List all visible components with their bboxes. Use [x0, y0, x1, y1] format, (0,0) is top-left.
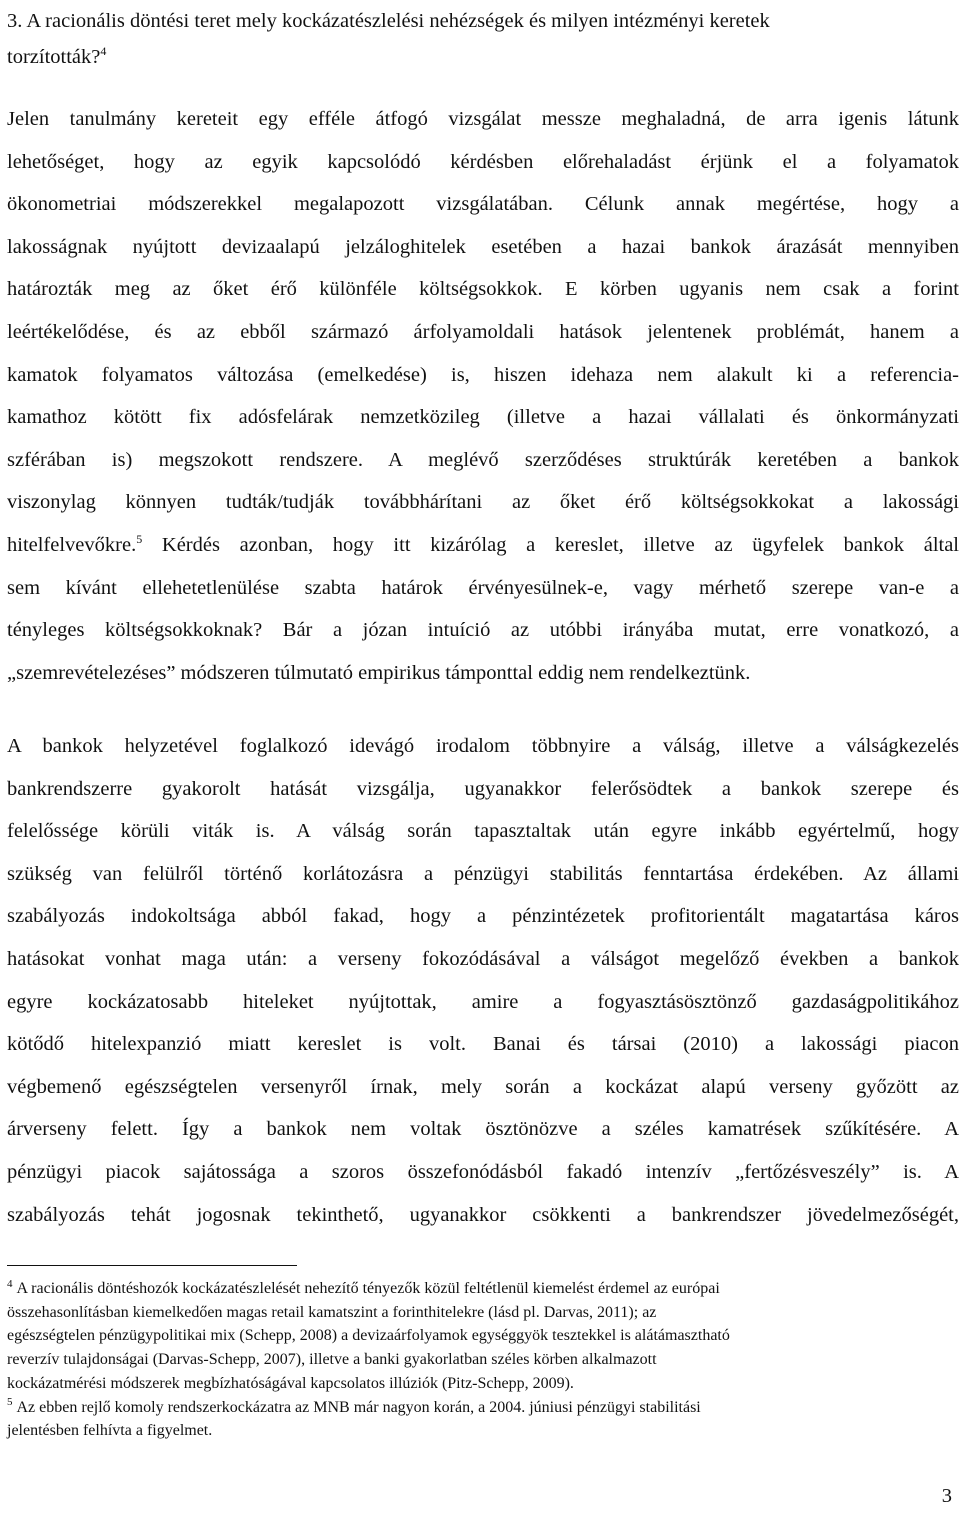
- footnote-ref-4[interactable]: 4: [100, 44, 107, 59]
- footnotes: [7, 1277, 907, 1443]
- paragraph-line: leértékelődése, és az ebből származó árfolyamoldali hatások jelentenek problémát, hanem a: [7, 320, 959, 343]
- paragraph-line: felelőssége körüli viták is. A válság során tapasztaltak után egyre inkább egyértelmű, hogy: [7, 820, 959, 843]
- paragraph-text: Kérdés azonban, hogy itt kizárólag a kereslet, illetve az ügyfelek bankok által: [142, 533, 959, 556]
- paragraph-line: A bankok helyzetével foglalkozó idevágó irodalom többnyire a válság, illetve a válságkezelés: [7, 735, 959, 757]
- paragraph-line: bankrendszerre gyakorolt hatását vizsgálja, ugyanakkor felerősödtek a bankok szerepe és: [7, 777, 959, 800]
- footnote-line: összehasonlításban kiemelkedően magas retail kamatszint a forinthitelekre (lásd pl. Darvas, 2011); az: [7, 1303, 657, 1321]
- footnote-separator: [7, 1265, 297, 1266]
- paragraph-line: kamathoz kötött fix adósfelárak nemzetközileg (illetve a hazai vállalati és önkormányzati: [7, 406, 959, 429]
- paragraph-line: szükség van felülről történő korlátozásra a pénzügyi stabilitás fenntartása érdekében. Az állami: [7, 862, 959, 885]
- paragraph-line: határozták meg az őket érő különféle költségsokkok. E körben ugyanis nem csak a forint: [7, 278, 959, 301]
- paragraph-line-with-footnote: [7, 524, 959, 567]
- paragraph-line: árverseny felett. Így a bankok nem voltak ösztönözve a széles kamatrések szűkítésére. A: [7, 1118, 959, 1141]
- paragraph-line: tényleges költségsokkoknak? Bár a józan intuíció az utóbbi irányába mutat, erre vonatkozó, a: [7, 619, 959, 642]
- page-number: 3: [941, 1485, 952, 1507]
- footnote-line: jelentésben felhívta a figyelmet.: [7, 1422, 213, 1440]
- heading-line-1: 3. A racionális döntési teret mely kockázatészlelési nehézségek és milyen intézményi keretek: [7, 10, 770, 32]
- footnote-4: [7, 1277, 907, 1396]
- paragraph-line: sem kívánt ellehetetlenülése szabta határok érvényesülnek-e, vagy mérhető szerepe van-e a: [7, 576, 959, 599]
- paragraph-line: kamatok folyamatos változása (emelkedése) is, hiszen idehaza nem alakult ki a referencia-: [7, 363, 959, 386]
- footnote-text: A racionális döntéshozók kockázatészlelését nehezítő tényezők közül feltétlenül kiemelést érdemel az európai: [16, 1280, 720, 1297]
- paragraph-line: hatásokat vonhat maga után: a verseny fokozódásával a válságot megelőző években a bankok: [7, 947, 959, 970]
- paragraph-line: Jelen tanulmány kereteit egy efféle átfogó vizsgálat messze meghaladná, de arra igenis látunk: [7, 108, 959, 130]
- footnote-line: kockázatmérési módszerek megbízhatóságával kapcsolatos illúziók (Pitz-Schepp, 2009).: [7, 1374, 574, 1392]
- footnote-line: reverzív tulajdonságai (Darvas-Schepp, 2007), illetve a banki gyakorlatban széles körben alkalmazott: [7, 1351, 657, 1369]
- paragraph-line: lehetőséget, hogy az egyik kapcsolódó kérdésben előrehaladást érjünk el a folyamatok: [7, 150, 959, 173]
- footnote-number: 5: [7, 1396, 13, 1409]
- paragraph-line: szférában is) megszokott rendszere. A meglévő szerződéses struktúrák keretében a bankok: [7, 448, 959, 471]
- paragraph-text: hitelfelvevőkre.: [7, 533, 137, 556]
- footnote-line: [7, 1396, 907, 1420]
- paragraph-line: pénzügyi piacok sajátossága a szoros összefonódásból fakadó intenzív „fertőzésveszély” is. A: [7, 1160, 959, 1183]
- paragraph-2: [7, 725, 959, 1236]
- paragraph-line: kötődő hitelexpanzió miatt kereslet is volt. Banai és társai (2010) a lakossági piacon: [7, 1033, 959, 1056]
- heading-line-2: torzították?: [7, 46, 101, 68]
- footnote-ref-5[interactable]: 5: [136, 532, 143, 547]
- footnote-5: [7, 1396, 907, 1443]
- footnote-number: 4: [7, 1277, 13, 1290]
- paragraph-line: viszonylag könnyen tudták/tudják továbbhárítani az őket érő költségsokkokat a lakossági: [7, 491, 959, 514]
- paragraph-1: [7, 98, 959, 694]
- section-heading: [7, 3, 959, 75]
- paragraph-line: „szemrevételezéses” módszeren túlmutató empirikus támponttal eddig nem rendelkeztünk.: [7, 661, 751, 684]
- paragraph-line: egyre kockázatosabb hiteleket nyújtottak, amire a fogyasztásösztönző gazdaságpolitikához: [7, 990, 959, 1013]
- footnote-line: [7, 1277, 907, 1301]
- paragraph-line: lakosságnak nyújtott devizaalapú jelzáloghitelek esetében a hazai bankok árazását mennyiben: [7, 235, 959, 258]
- footnote-text: Az ebben rejlő komoly rendszerkockázatra az MNB már nagyon korán, a 2004. júniusi pénzügyi stabilitási: [16, 1398, 701, 1416]
- paragraph-line: szabályozás tehát jogosnak tekinthető, ugyanakkor csökkenti a bankrendszer jövedelmezőségét,: [7, 1203, 959, 1226]
- paragraph-line: szabályozás indokoltsága abból fakad, hogy a pénzintézetek profitorientált magatartása káros: [7, 905, 959, 928]
- paragraph-line: végbemenő egészségtelen versenyről írnak, mely során a kockázat alapú verseny győzött az: [7, 1075, 959, 1098]
- footnote-line: egészségtelen pénzügypolitikai mix (Schepp, 2008) a devizaárfolyamok egységgyök tesztekkel is alátámasztható: [7, 1327, 730, 1345]
- paragraph-line: ökonometriai módszerekkel megalapozott vizsgálatában. Célunk annak megértése, hogy a: [7, 193, 959, 216]
